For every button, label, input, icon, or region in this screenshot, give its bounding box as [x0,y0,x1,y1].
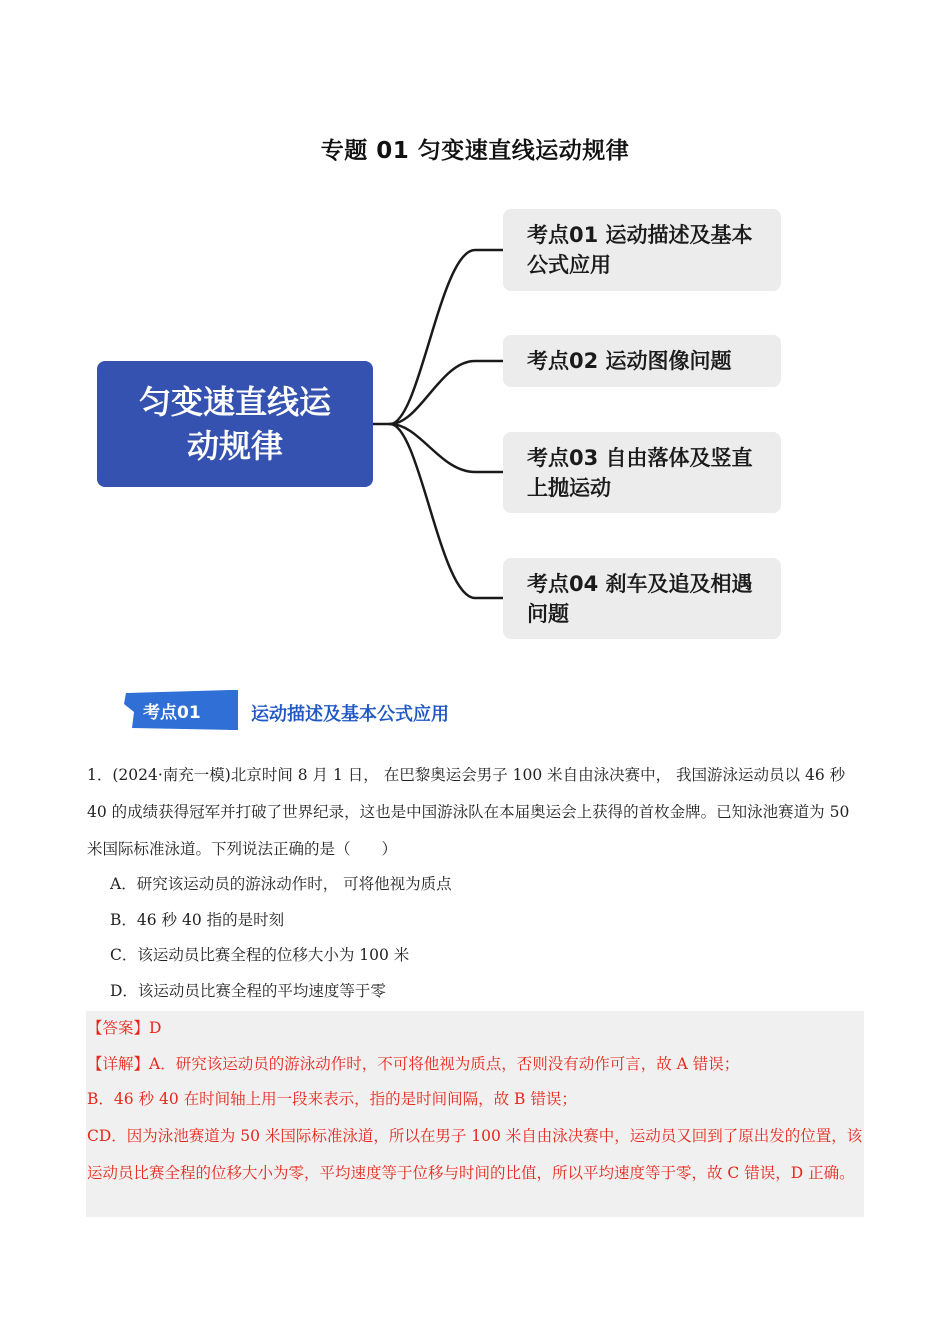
question-options [110,867,452,1009]
answer-box [86,1011,864,1217]
option-c: C．该运动员比赛全程的位移大小为 100 米 [110,946,410,964]
page-title: 专题 01 匀变速直线运动规律 [320,138,630,164]
answer-detail-a: 【详解】A．研究该运动员的游泳动作时，不可将他视为质点，否则没有动作可言，故 A 错误； [87,1054,740,1073]
option-a: A．研究该运动员的游泳动作时， 可将他视为质点 [110,875,452,893]
answer-detail-b: B．46 秒 40 在时间轴上用一段来表示，指的是时间间隔，故 B 错误； [87,1090,577,1108]
mindmap-branch-4: 考点04 刹车及追及相遇问题 [503,558,781,639]
mindmap-branch-2: 考点02 运动图像问题 [503,335,781,387]
section-tag-label: 考点01 [143,703,201,723]
connector-branch-2 [390,361,503,424]
option-b: B．46 秒 40 指的是时刻 [110,910,285,929]
mindmap-branch-1: 考点01 运动描述及基本公式应用 [503,209,781,291]
mindmap-branch-3: 考点03 自由落体及竖直上抛运动 [503,432,781,513]
connector-branch-3 [390,424,503,472]
answer-detail-cd: CD．因为泳池赛道为 50 米国际标准泳道，所以在男子 100 米自由泳决赛中，运动员又回到了原出发的位置，该运动员比赛全程的位移大小为零，平均速度等于位移与时间的比值，所以平均速度等于零，故 C 错误，D 正确。 [87,1126,863,1182]
connector-branch-4 [390,424,503,598]
answer-line: 【答案】D [87,1019,162,1037]
connector-branch-1 [390,250,503,424]
option-d: D．该运动员比赛全程的平均速度等于零 [110,981,386,1000]
mindmap-center-node: 匀变速直线运动规律 [97,361,373,487]
question-stem: 1．(2024·南充一模)北京时间 8 月 1 日， 在巴黎奥运会男子 100 米自由泳决赛中， 我国游泳运动员以 46 秒 40 的成绩获得冠军并打破了世界纪录，这也是中国游泳队在本届奥运会上获得的首枚金牌。已知泳池赛道为 50 米国际标准泳道。下列说法正确的是（ ） [87,766,850,858]
section-title: 运动描述及基本公式应用 [251,704,449,725]
